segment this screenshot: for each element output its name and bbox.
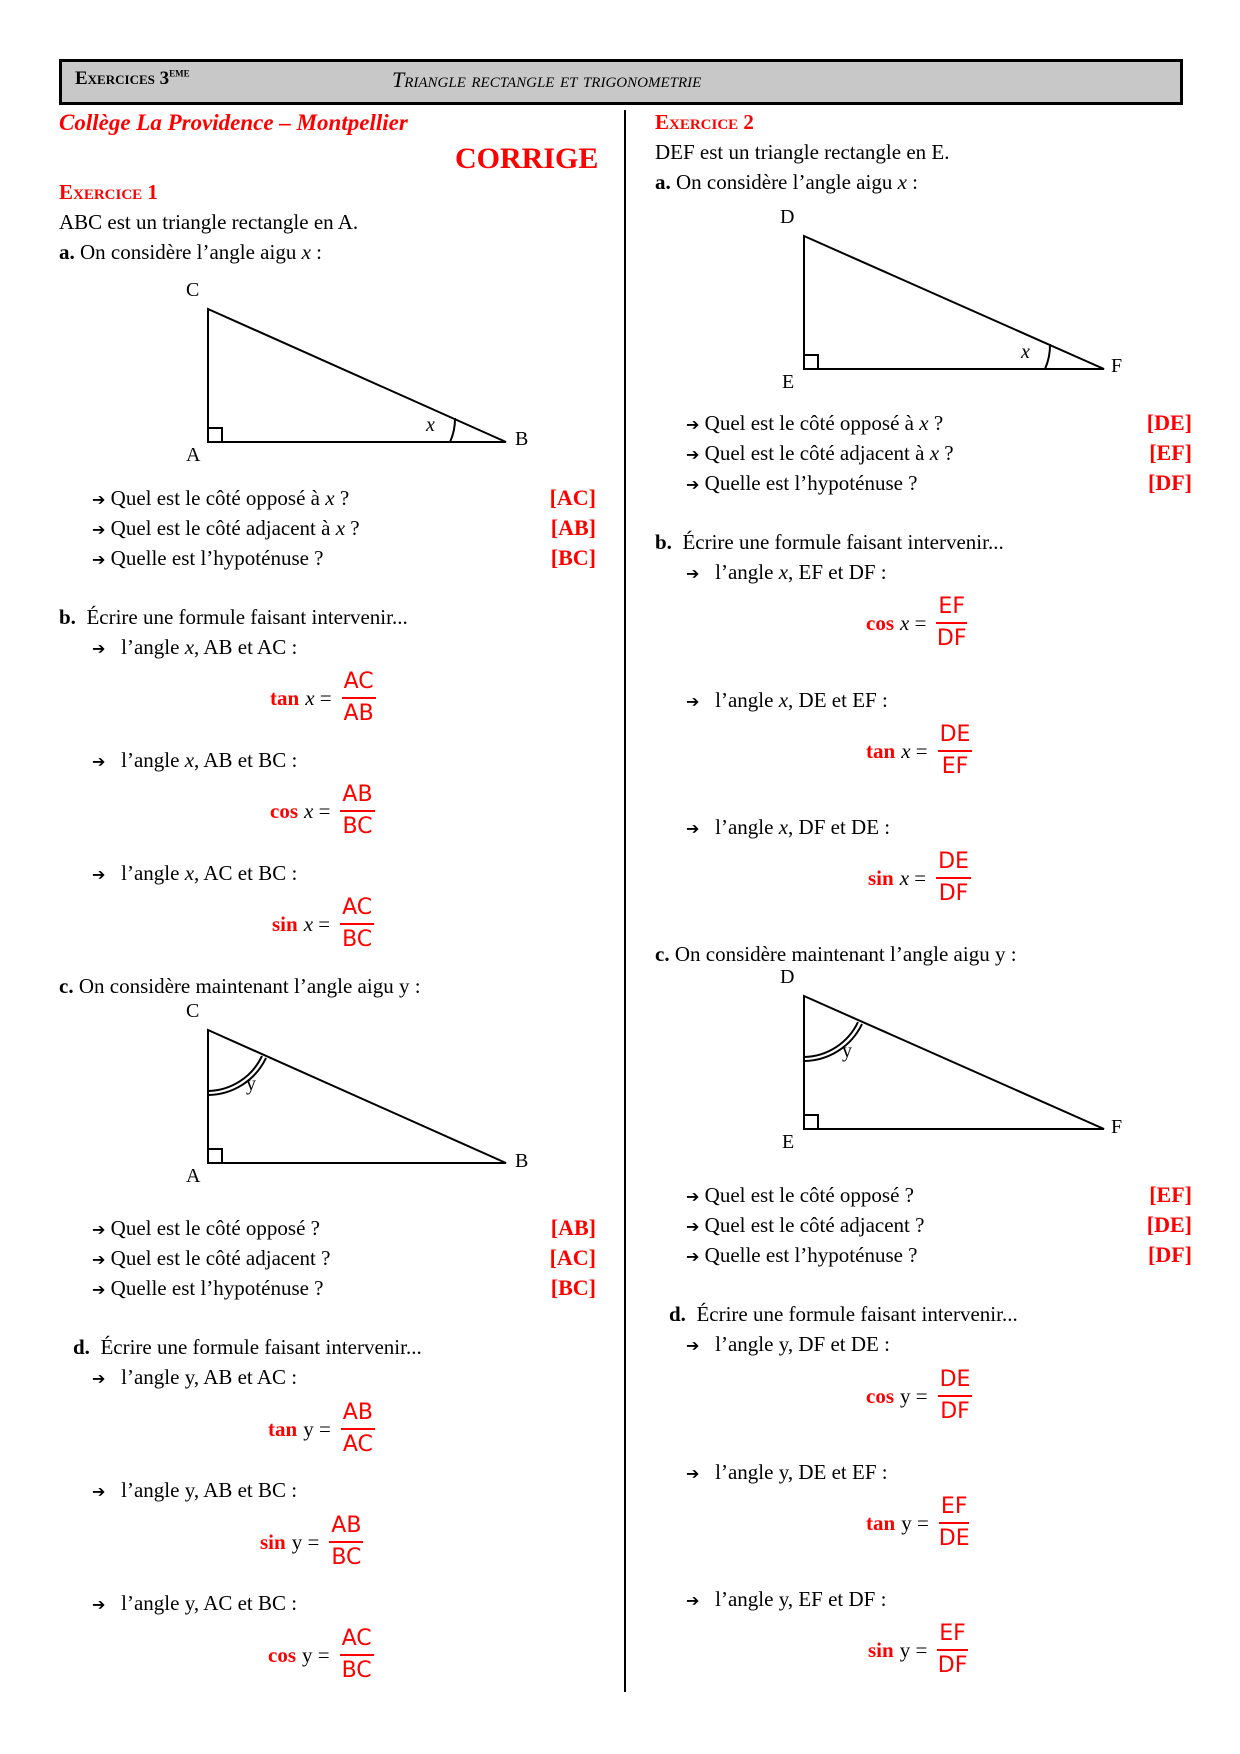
ex1-part-d: d. Écrire une formule faisant intervenir... bbox=[73, 1335, 422, 1359]
answer-adjacent-y: [AC] bbox=[549, 1245, 596, 1270]
level-label: Exercices 3EME bbox=[75, 68, 190, 89]
vertex-f-label: F bbox=[1111, 1116, 1123, 1138]
formula-prompt: ➔ l’angle y, DE et EF : bbox=[686, 1460, 888, 1484]
question-adjacent-x: ➔ Quel est le côté adjacent à x ? bbox=[686, 441, 954, 465]
answer-opposite-y: [EF] bbox=[1149, 1182, 1192, 1207]
arrow-icon: ➔ bbox=[686, 692, 700, 711]
formula-prompt: ➔ l’angle x, AB et AC : bbox=[92, 635, 298, 659]
vertex-b-label: B bbox=[515, 428, 529, 450]
formula-tan-x: tan x = $\frac{DE}{EF}$ bbox=[866, 722, 971, 779]
school-name: Collège La Providence – Montpellier bbox=[59, 110, 408, 135]
formula-prompt: ➔ l’angle y, AC et BC : bbox=[92, 1591, 298, 1615]
formula-cos-x: cos x = $\frac{EF}{DF}$ bbox=[866, 594, 967, 651]
vertex-a-label: A bbox=[186, 444, 201, 466]
formula-tan-y: tan y = $\frac{EF}{DE}$ bbox=[866, 1494, 970, 1551]
exercise-1-title: Exercice 1 bbox=[59, 180, 158, 204]
question-hypotenuse-y: ➔ Quelle est l’hypoténuse ? bbox=[686, 1243, 918, 1267]
formula-sin-y: sin y = $\frac{AB}{BC}$ bbox=[260, 1513, 362, 1570]
question-adjacent-y: ➔ Quel est le côté adjacent ? bbox=[92, 1246, 331, 1270]
vertex-c-label: C bbox=[186, 1000, 200, 1022]
vertex-b-label: B bbox=[515, 1150, 529, 1172]
formula-prompt: ➔ l’angle y, AB et AC : bbox=[92, 1365, 298, 1389]
arrow-icon: ➔ bbox=[686, 819, 700, 838]
arrow-icon: ➔ bbox=[686, 1464, 700, 1483]
question-hypotenuse-x: ➔ Quelle est l’hypoténuse ? bbox=[92, 546, 324, 570]
formula-prompt: ➔ l’angle y, AB et BC : bbox=[92, 1478, 298, 1502]
formula-sin-x: sin x = $\frac{DE}{DF}$ bbox=[868, 849, 969, 906]
question-hypotenuse-x: ➔ Quelle est l’hypoténuse ? bbox=[686, 471, 918, 495]
answer-opposite-y: [AB] bbox=[550, 1215, 596, 1240]
answer-adjacent-x: [EF] bbox=[1149, 440, 1192, 465]
formula-prompt: ➔ l’angle x, EF et DF : bbox=[686, 560, 887, 584]
vertex-e-label: E bbox=[782, 371, 795, 393]
exercise-2-intro: DEF est un triangle rectangle en E. bbox=[655, 140, 950, 164]
arrow-icon: ➔ bbox=[92, 490, 106, 509]
vertex-f-label: F bbox=[1111, 355, 1123, 377]
answer-hypotenuse-x: [DF] bbox=[1148, 470, 1192, 495]
formula-sin-y: sin y = $\frac{EF}{DF}$ bbox=[868, 1621, 968, 1678]
corrige-label: CORRIGE bbox=[455, 142, 599, 175]
vertex-d-label: D bbox=[780, 206, 795, 228]
question-opposite-x: ➔ Quel est le côté opposé à x ? bbox=[92, 486, 350, 510]
arrow-icon: ➔ bbox=[686, 564, 700, 583]
answer-hypotenuse-y: [BC] bbox=[550, 1275, 596, 1300]
formula-cos-y: cos y = $\frac{DE}{DF}$ bbox=[866, 1367, 971, 1424]
answer-adjacent-x: [AB] bbox=[550, 515, 596, 540]
answer-hypotenuse-y: [DF] bbox=[1148, 1242, 1192, 1267]
arrow-icon: ➔ bbox=[92, 1369, 106, 1388]
formula-tan-x: tan x = $\frac{AC}{AB}$ bbox=[270, 669, 374, 726]
ex1-part-c: c. On considère maintenant l’angle aigu y : bbox=[59, 974, 421, 998]
formula-prompt: ➔ l’angle x, AB et BC : bbox=[92, 748, 298, 772]
vertex-d-label: D bbox=[780, 966, 795, 988]
exercise-2-title: Exercice 2 bbox=[655, 110, 754, 134]
formula-prompt: ➔ l’angle x, DF et DE : bbox=[686, 815, 891, 839]
exercise-1-intro: ABC est un triangle rectangle en A. bbox=[59, 210, 359, 234]
arrow-icon: ➔ bbox=[92, 752, 106, 771]
formula-prompt: ➔ l’angle x, DE et EF : bbox=[686, 688, 888, 712]
arrow-icon: ➔ bbox=[92, 865, 106, 884]
answer-opposite-x: [DE] bbox=[1146, 410, 1192, 435]
formula-cos-y: cos y = $\frac{AC}{BC}$ bbox=[268, 1626, 372, 1683]
vertex-c-label: C bbox=[186, 279, 200, 301]
question-adjacent-x: ➔ Quel est le côté adjacent à x ? bbox=[92, 516, 360, 540]
question-opposite-y: ➔ Quel est le côté opposé ? bbox=[92, 1216, 320, 1240]
ex2-part-b: b. Écrire une formule faisant intervenir... bbox=[655, 530, 1004, 554]
answer-opposite-x: [AC] bbox=[549, 485, 596, 510]
ex1-part-b: b. Écrire une formule faisant intervenir... bbox=[59, 605, 408, 629]
arrow-icon: ➔ bbox=[92, 520, 106, 539]
angle-y-label: y bbox=[842, 1040, 852, 1062]
angle-x-label: x bbox=[426, 414, 435, 436]
angle-y-label: y bbox=[246, 1073, 256, 1095]
arrow-icon: ➔ bbox=[686, 445, 700, 464]
ex2-part-a: a. On considère l’angle aigu x : bbox=[655, 170, 919, 194]
arrow-icon: ➔ bbox=[92, 1220, 106, 1239]
formula-prompt: ➔ l’angle x, AC et BC : bbox=[92, 861, 298, 885]
arrow-icon: ➔ bbox=[92, 1280, 106, 1299]
arrow-icon: ➔ bbox=[92, 1482, 106, 1501]
vertex-a-label: A bbox=[186, 1165, 201, 1187]
arrow-icon: ➔ bbox=[92, 1250, 106, 1269]
question-hypotenuse-y: ➔ Quelle est l’hypoténuse ? bbox=[92, 1276, 324, 1300]
arrow-icon: ➔ bbox=[92, 550, 106, 569]
formula-tan-y: tan y = $\frac{AB}{AC}$ bbox=[268, 1400, 373, 1457]
angle-x-label: x bbox=[1021, 341, 1030, 363]
answer-hypotenuse-x: [BC] bbox=[550, 545, 596, 570]
question-adjacent-y: ➔ Quel est le côté adjacent ? bbox=[686, 1213, 925, 1237]
question-opposite-x: ➔ Quel est le côté opposé à x ? bbox=[686, 411, 944, 435]
formula-prompt: ➔ l’angle y, DF et DE : bbox=[686, 1332, 890, 1356]
ex2-part-d: d. Écrire une formule faisant intervenir... bbox=[669, 1302, 1018, 1326]
arrow-icon: ➔ bbox=[686, 1336, 700, 1355]
arrow-icon: ➔ bbox=[686, 415, 700, 434]
ex2-part-c: c. On considère maintenant l’angle aigu y : bbox=[655, 942, 1017, 966]
ex1-part-a: a. On considère l’angle aigu x : bbox=[59, 240, 323, 264]
page-title: Triangle rectangle et trigonometrie bbox=[392, 67, 702, 92]
arrow-icon: ➔ bbox=[686, 475, 700, 494]
formula-cos-x: cos x = $\frac{AB}{BC}$ bbox=[270, 782, 373, 839]
formula-sin-x: sin x = $\frac{AC}{BC}$ bbox=[272, 895, 373, 952]
vertex-e-label: E bbox=[782, 1131, 795, 1153]
question-opposite-y: ➔ Quel est le côté opposé ? bbox=[686, 1183, 914, 1207]
arrow-icon: ➔ bbox=[92, 639, 106, 658]
formula-prompt: ➔ l’angle y, EF et DF : bbox=[686, 1587, 887, 1611]
answer-adjacent-y: [DE] bbox=[1146, 1212, 1192, 1237]
arrow-icon: ➔ bbox=[686, 1591, 700, 1610]
arrow-icon: ➔ bbox=[686, 1187, 700, 1206]
arrow-icon: ➔ bbox=[92, 1595, 106, 1614]
arrow-icon: ➔ bbox=[686, 1247, 700, 1266]
arrow-icon: ➔ bbox=[686, 1217, 700, 1236]
